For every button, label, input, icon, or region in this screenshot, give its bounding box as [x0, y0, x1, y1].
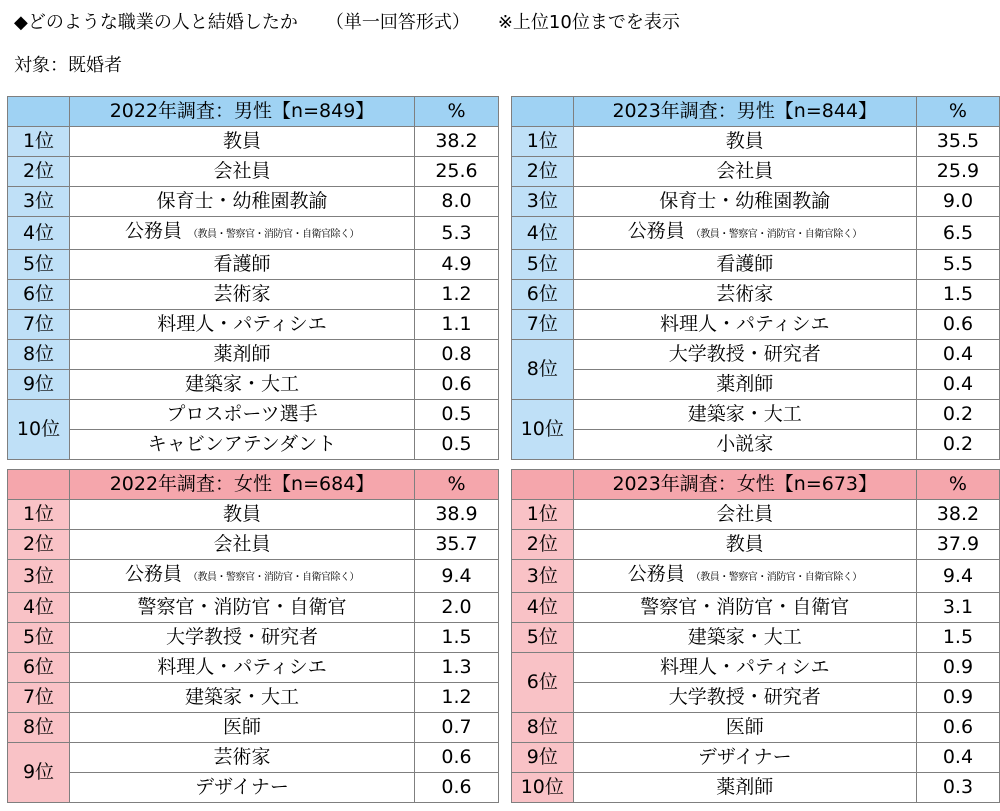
- display-note: ※上位10位までを表示: [497, 12, 680, 33]
- occupation-cell: [70, 217, 415, 250]
- rank-cell: 9位: [8, 370, 70, 400]
- occupation-cell: [70, 773, 415, 803]
- rank-cell: 9位: [8, 743, 70, 803]
- occupation-cell: [573, 653, 916, 683]
- rank-cell: 8位: [8, 713, 70, 743]
- occupation-label: 建築家・大工: [687, 626, 802, 648]
- occupation-label: 会社員: [716, 503, 774, 525]
- occupation-cell: [573, 530, 916, 560]
- occupation-label: プロスポーツ選手: [166, 403, 318, 425]
- table-row: [8, 530, 499, 560]
- table-2023-male: [511, 96, 1000, 460]
- table-row: [8, 400, 499, 430]
- occupation-cell: [70, 530, 415, 560]
- occupation-cell: [70, 400, 415, 430]
- rank-cell: 2位: [8, 157, 70, 187]
- occupation-label: 小説家: [716, 433, 774, 455]
- occupation-label: 公務員: [124, 563, 182, 585]
- occupation-label: 会社員: [213, 160, 271, 182]
- table-row: [8, 430, 499, 460]
- occupation-cell: [70, 713, 415, 743]
- occupation-cell: [573, 340, 916, 370]
- occupation-label: 芸術家: [716, 283, 774, 305]
- answer-format: （単一回答形式）: [325, 12, 470, 33]
- occupation-label: 薬剤師: [716, 373, 774, 395]
- occupation-cell: [70, 743, 415, 773]
- occupation-cell: [70, 340, 415, 370]
- table-2023-female: [511, 469, 1000, 803]
- rank-cell: 6位: [8, 653, 70, 683]
- occupation-label: 医師: [222, 716, 261, 738]
- percent-cell: 35.7: [415, 530, 499, 560]
- rank-cell: 4位: [8, 593, 70, 623]
- table-header-row: [512, 97, 1000, 127]
- table-row: [8, 280, 499, 310]
- occupation-label: 建築家・大工: [184, 373, 299, 395]
- occupation-note: （教員・警察官・消防官・自衛官除く）: [690, 229, 862, 240]
- table-row: [512, 250, 1000, 280]
- rank-cell: 10位: [512, 773, 574, 803]
- rank-cell: 2位: [8, 530, 70, 560]
- occupation-cell: [70, 623, 415, 653]
- percent-cell: 25.9: [916, 157, 999, 187]
- table-row: [8, 217, 499, 250]
- occupation-label: 大学教授・研究者: [668, 343, 821, 365]
- table-row: [8, 593, 499, 623]
- occupation-label: 料理人・パティシエ: [157, 656, 327, 678]
- occupation-label: 看護師: [716, 253, 774, 275]
- occupation-label: 建築家・大工: [687, 403, 802, 425]
- percent-cell: 0.6: [916, 713, 999, 743]
- occupation-label: 大学教授・研究者: [165, 626, 318, 648]
- occupation-label: 大学教授・研究者: [668, 686, 821, 708]
- table-header-row: [8, 470, 499, 500]
- occupation-label: 教員: [222, 503, 261, 525]
- table-title: 2022年調査：女性【n=684】: [70, 470, 415, 500]
- table-row: [512, 187, 1000, 217]
- table-row: [512, 743, 1000, 773]
- rank-cell: 1位: [8, 500, 70, 530]
- occupation-cell: [573, 713, 916, 743]
- table-row: [512, 500, 1000, 530]
- occupation-cell: [70, 370, 415, 400]
- occupation-label: 芸術家: [213, 746, 271, 768]
- table-title: 2022年調査：男性【n=849】: [70, 97, 415, 127]
- occupation-cell: [573, 280, 916, 310]
- rank-cell: 1位: [8, 127, 70, 157]
- percent-cell: 1.5: [916, 623, 999, 653]
- occupation-cell: [573, 250, 916, 280]
- rank-cell: 5位: [512, 623, 574, 653]
- rank-cell: 6位: [8, 280, 70, 310]
- table-row: [512, 280, 1000, 310]
- percent-cell: 5.3: [415, 217, 499, 250]
- rank-cell: 2位: [512, 157, 574, 187]
- percent-cell: 0.5: [415, 400, 499, 430]
- rank-cell: 7位: [8, 310, 70, 340]
- percent-cell: 0.6: [415, 743, 499, 773]
- percent-cell: 9.4: [415, 560, 499, 593]
- table-row: [512, 127, 1000, 157]
- table-row: [8, 127, 499, 157]
- percent-cell: 1.2: [415, 683, 499, 713]
- table-row: [8, 500, 499, 530]
- rank-cell: 8位: [8, 340, 70, 370]
- occupation-cell: [573, 500, 916, 530]
- rank-cell: 6位: [512, 653, 574, 713]
- occupation-cell: [573, 310, 916, 340]
- rank-cell: 9位: [512, 743, 574, 773]
- rank-cell: 4位: [8, 217, 70, 250]
- occupation-label: 教員: [222, 130, 261, 152]
- table-row: [512, 217, 1000, 250]
- rank-cell: 5位: [8, 623, 70, 653]
- occupation-label: 医師: [725, 716, 764, 738]
- occupation-cell: [573, 773, 916, 803]
- percent-cell: 0.9: [916, 653, 999, 683]
- percent-cell: 1.5: [916, 280, 999, 310]
- occupation-cell: [70, 593, 415, 623]
- table-row: [8, 250, 499, 280]
- occupation-cell: [573, 127, 916, 157]
- occupation-cell: [573, 560, 916, 593]
- rank-cell: 8位: [512, 340, 574, 400]
- percent-cell: 1.5: [415, 623, 499, 653]
- rank-header-cell: [512, 97, 574, 127]
- percent-cell: 0.4: [916, 743, 999, 773]
- occupation-label: デザイナー: [195, 776, 289, 798]
- occupation-cell: [70, 310, 415, 340]
- occupation-cell: [573, 400, 916, 430]
- table-row: [512, 773, 1000, 803]
- table-row: [512, 530, 1000, 560]
- percent-cell: 0.5: [415, 430, 499, 460]
- table-row: [512, 400, 1000, 430]
- occupation-cell: [573, 743, 916, 773]
- occupation-cell: [70, 250, 415, 280]
- percent-cell: 9.0: [916, 187, 999, 217]
- table-2022-female: [7, 469, 499, 803]
- rank-cell: 2位: [512, 530, 574, 560]
- table-row: [512, 370, 1000, 400]
- rank-cell: 7位: [512, 310, 574, 340]
- rank-cell: 7位: [8, 683, 70, 713]
- rank-cell: 6位: [512, 280, 574, 310]
- table-row: [512, 340, 1000, 370]
- percent-cell: 0.6: [415, 370, 499, 400]
- occupation-label: 会社員: [213, 533, 271, 555]
- occupation-label: 料理人・パティシエ: [157, 313, 327, 335]
- occupation-cell: [573, 593, 916, 623]
- occupation-label: 会社員: [716, 160, 774, 182]
- occupation-cell: [573, 683, 916, 713]
- rank-cell: 3位: [512, 560, 574, 593]
- rank-cell: 1位: [512, 500, 574, 530]
- occupation-cell: [70, 430, 415, 460]
- table-row: [8, 157, 499, 187]
- occupation-cell: [70, 280, 415, 310]
- table-row: [512, 430, 1000, 460]
- rank-cell: 5位: [8, 250, 70, 280]
- percent-header: %: [415, 470, 499, 500]
- occupation-note: （教員・警察官・消防官・自衛官除く）: [188, 572, 359, 583]
- table-row: [512, 683, 1000, 713]
- percent-cell: 25.6: [415, 157, 499, 187]
- rank-cell: 1位: [512, 127, 574, 157]
- table-row: [8, 370, 499, 400]
- occupation-cell: [70, 187, 415, 217]
- table-row: [512, 310, 1000, 340]
- table-row: [8, 743, 499, 773]
- occupation-label: 教員: [725, 533, 764, 555]
- percent-cell: 0.6: [916, 310, 999, 340]
- occupation-label: 料理人・パティシエ: [660, 656, 830, 678]
- table-row: [8, 623, 499, 653]
- percent-cell: 0.7: [415, 713, 499, 743]
- rank-cell: 3位: [512, 187, 574, 217]
- rank-header-cell: [8, 97, 70, 127]
- table-row: [512, 623, 1000, 653]
- occupation-cell: [70, 653, 415, 683]
- occupation-label: キャビンアテンダント: [147, 433, 337, 455]
- percent-header: %: [916, 97, 999, 127]
- occupation-cell: [573, 430, 916, 460]
- percent-cell: 2.0: [415, 593, 499, 623]
- occupation-cell: [573, 217, 916, 250]
- rank-cell: 4位: [512, 593, 574, 623]
- occupation-label: 教員: [725, 130, 764, 152]
- occupation-cell: [573, 623, 916, 653]
- percent-cell: 0.6: [415, 773, 499, 803]
- occupation-cell: [70, 157, 415, 187]
- occupation-label: デザイナー: [697, 746, 792, 768]
- table-2022-male: [7, 96, 499, 460]
- percent-cell: 38.9: [415, 500, 499, 530]
- rank-cell: 10位: [8, 400, 70, 460]
- occupation-label: 公務員: [124, 220, 182, 242]
- table-row: [512, 560, 1000, 593]
- table-row: [512, 157, 1000, 187]
- percent-cell: 1.3: [415, 653, 499, 683]
- table-row: [8, 653, 499, 683]
- table-row: [8, 713, 499, 743]
- table-title: 2023年調査：女性【n=673】: [573, 470, 916, 500]
- occupation-cell: [573, 370, 916, 400]
- occupation-label: 保育士・幼稚園教諭: [659, 190, 831, 212]
- percent-cell: 0.2: [916, 430, 999, 460]
- rank-header-cell: [8, 470, 70, 500]
- table-row: [8, 310, 499, 340]
- rank-cell: 8位: [512, 713, 574, 743]
- rank-cell: 3位: [8, 187, 70, 217]
- percent-header: %: [415, 97, 499, 127]
- occupation-cell: [573, 187, 916, 217]
- percent-cell: 0.8: [415, 340, 499, 370]
- percent-header: %: [916, 470, 999, 500]
- rank-cell: 10位: [512, 400, 574, 460]
- occupation-label: 警察官・消防官・自衛官: [640, 596, 850, 618]
- occupation-label: 芸術家: [213, 283, 271, 305]
- table-header-row: [512, 470, 1000, 500]
- occupation-label: 保育士・幼稚園教諭: [156, 190, 328, 212]
- survey-heading: [14, 8, 680, 34]
- occupation-cell: [70, 683, 415, 713]
- survey-title: ◆どのような職業の人と結婚したか: [14, 12, 298, 33]
- percent-cell: 6.5: [916, 217, 999, 250]
- percent-cell: 37.9: [916, 530, 999, 560]
- percent-cell: 0.9: [916, 683, 999, 713]
- occupation-label: 公務員: [627, 220, 685, 242]
- percent-cell: 0.2: [916, 400, 999, 430]
- rank-cell: 4位: [512, 217, 574, 250]
- percent-cell: 38.2: [916, 500, 999, 530]
- table-row: [8, 340, 499, 370]
- percent-cell: 0.4: [916, 340, 999, 370]
- rank-cell: 3位: [8, 560, 70, 593]
- percent-cell: 3.1: [916, 593, 999, 623]
- table-row: [8, 187, 499, 217]
- occupation-cell: [573, 157, 916, 187]
- rank-header-cell: [512, 470, 574, 500]
- percent-cell: 8.0: [415, 187, 499, 217]
- occupation-label: 薬剤師: [716, 776, 774, 798]
- table-row: [512, 713, 1000, 743]
- occupation-cell: [70, 560, 415, 593]
- occupation-label: 建築家・大工: [184, 686, 299, 708]
- table-row: [8, 683, 499, 713]
- occupation-label: 看護師: [213, 253, 271, 275]
- table-header-row: [8, 97, 499, 127]
- occupation-label: 警察官・消防官・自衛官: [137, 596, 347, 618]
- percent-cell: 1.2: [415, 280, 499, 310]
- table-row: [8, 560, 499, 593]
- table-row: [8, 773, 499, 803]
- occupation-label: 料理人・パティシエ: [660, 313, 830, 335]
- occupation-cell: [70, 127, 415, 157]
- percent-cell: 9.4: [916, 560, 999, 593]
- table-title: 2023年調査：男性【n=844】: [573, 97, 916, 127]
- occupation-cell: [70, 500, 415, 530]
- occupation-label: 公務員: [627, 563, 685, 585]
- table-row: [512, 653, 1000, 683]
- survey-target: 対象：既婚者: [14, 55, 122, 76]
- table-row: [512, 593, 1000, 623]
- percent-cell: 0.4: [916, 370, 999, 400]
- rank-cell: 5位: [512, 250, 574, 280]
- occupation-label: 薬剤師: [213, 343, 271, 365]
- percent-cell: 4.9: [415, 250, 499, 280]
- percent-cell: 1.1: [415, 310, 499, 340]
- percent-cell: 5.5: [916, 250, 999, 280]
- percent-cell: 0.3: [916, 773, 999, 803]
- occupation-note: （教員・警察官・消防官・自衛官除く）: [690, 572, 862, 583]
- percent-cell: 35.5: [916, 127, 999, 157]
- occupation-note: （教員・警察官・消防官・自衛官除く）: [188, 229, 359, 240]
- percent-cell: 38.2: [415, 127, 499, 157]
